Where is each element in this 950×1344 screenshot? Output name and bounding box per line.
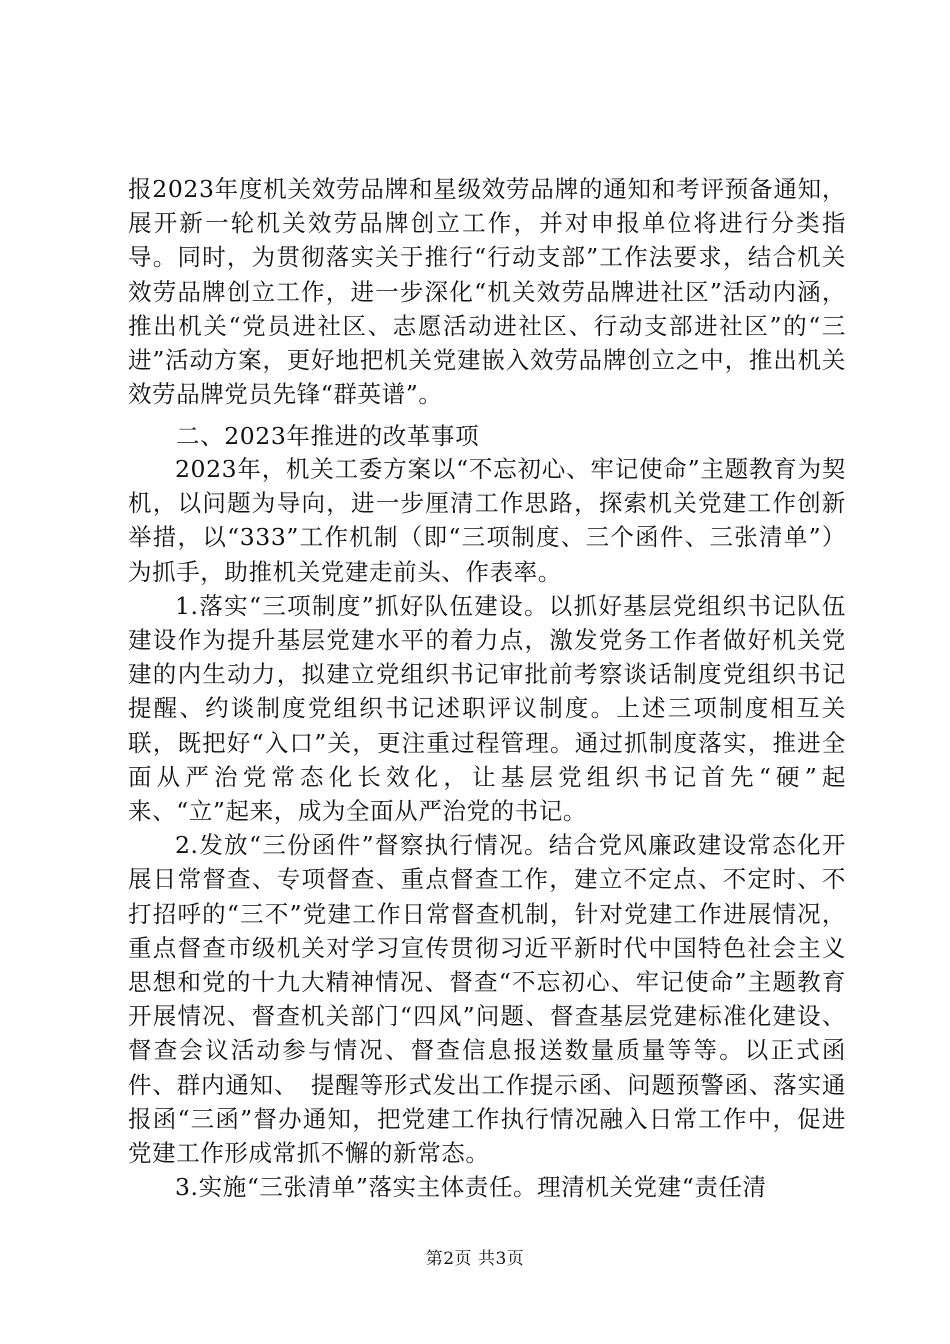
paragraph-continued: 报2023年度机关效劳品牌和星级效劳品牌的通知和考评预备通知，展开新一轮机关效劳品牌创立工作，并对申报单位将进行分类指导。同时，为贯彻落实关于推行“行动支部”工作法要求，结合机关效劳品牌创立工作，进一步深化“机关效劳品牌进社区”活动内涵，推出机关“党员进社区、志愿活动进社区、行动支部进社区”的“三进”活动方案，更好地把机关党建嵌入效劳品牌创立之中，推出机关效劳品牌党员先锋“群英谱”。 (128, 175, 846, 409)
section-heading: 二、2023年推进的改革事项 (176, 422, 480, 450)
page-footer: 第2页 共3页 (425, 1249, 525, 1269)
list-item-2: 2.发放“三份函件”督察执行情况。结合党风廉政建设常态化开展日常督查、专项督查、重点督查工作，建立不定点、不定时、不打招呼的“三不”党建工作日常督查机制，针对党建工作进展情况，重点督查市级机关对学习宣传贯彻习近平新时代中国特色社会主义思想和党的十九大精神情况、督查“不忘初心、牢记使命”主题教育开展情况、督查机关部门“四风”问题、督查基层党建标准化建设、督查会议活动参与情况、督查信息报送数量质量等等。以正式函件、群内通知、 提醒等形式发出工作提示函、问题预警函、落实通报函“三函”督办通知，把党建工作执行情况融入日常工作中，促进党建工作形成常抓不懈的新常态。 (128, 831, 846, 1168)
paragraph-intro: 2023年，机关工委方案以“不忘初心、牢记使命”主题教育为契机，以问题为导向，进一步厘清工作思路，探索机关党建工作创新举措，以“333”工作机制（即“三项制度、三个函件、三张清单”）为抓手，助推机关党建走前头、作表率。 (128, 455, 846, 586)
document-body-main (128, 452, 846, 1204)
document-body-top (128, 172, 846, 411)
list-item-1: 1.落实“三项制度”抓好队伍建设。以抓好基层党组织书记队伍建设作为提升基层党建水平的着力点，激发党务工作者做好机关党建的内生动力，拟建立党组织书记审批前考察谈话制度党组织书记提醒、约谈制度党组织书记述职评议制度。上述三项制度相互关联，既把好“入口”关，更注重过程管理。通过抓制度落实，推进全面从严治党常态化长效化，让基层党组织书记首先“硬”起来、“立”起来，成为全面从严治党的书记。 (128, 591, 846, 826)
list-item-3: 3.实施“三张清单”落实主体责任。理清机关党建“责任清 (175, 1173, 767, 1202)
